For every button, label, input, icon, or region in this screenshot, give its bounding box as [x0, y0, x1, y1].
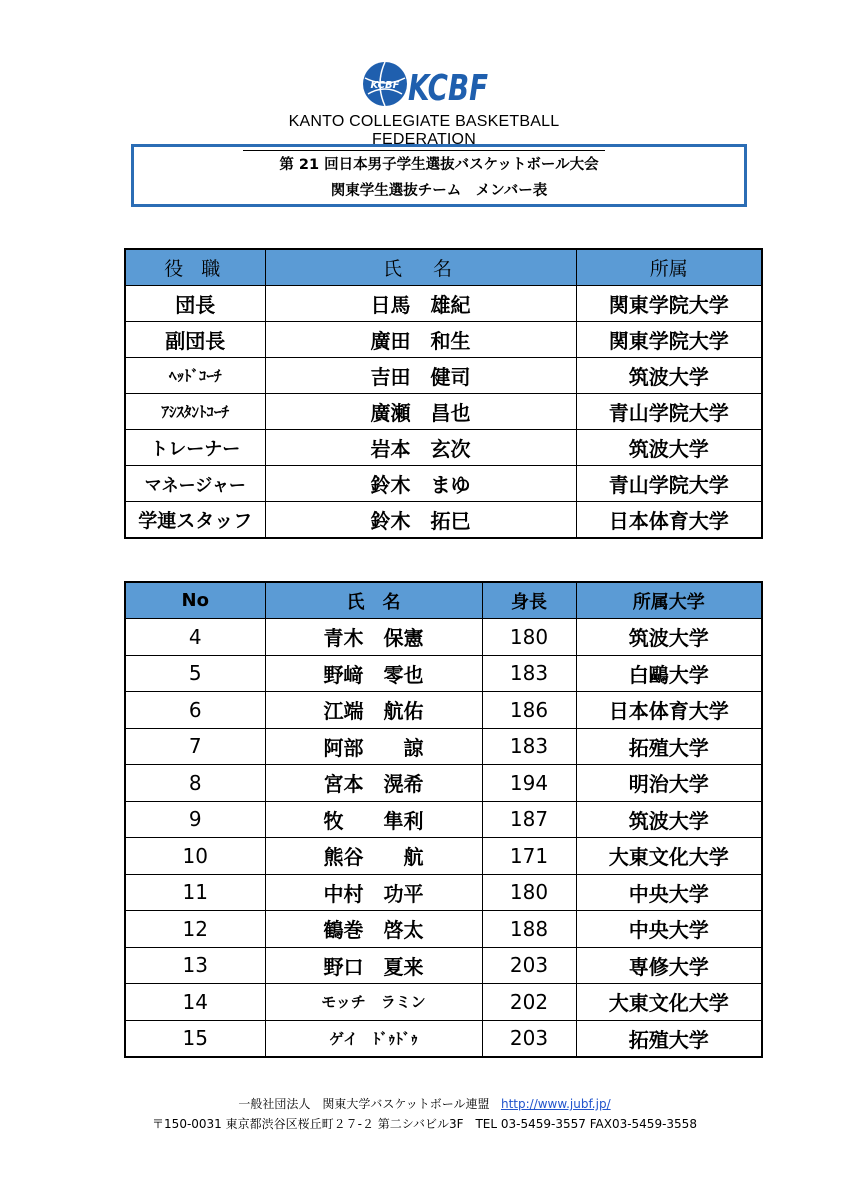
staff-header-role: 役 職 [125, 249, 265, 286]
player-university: 筑波大学 [576, 619, 762, 656]
player-name: モッチ ラミン [265, 984, 482, 1021]
player-no: 6 [125, 692, 265, 729]
player-header-university: 所属大学 [576, 582, 762, 619]
staff-table [124, 248, 763, 539]
event-title: 第 21 回日本男子学生選抜バスケットボール大会 [279, 157, 599, 173]
staff-name: 鈴木 まゆ [265, 466, 576, 502]
staff-row [125, 322, 762, 358]
player-no: 13 [125, 947, 265, 984]
staff-row [125, 466, 762, 502]
player-row [125, 984, 762, 1021]
player-no: 5 [125, 655, 265, 692]
player-name: 牧 隼利 [265, 801, 482, 838]
player-row [125, 619, 762, 656]
player-university: 明治大学 [576, 765, 762, 802]
player-table [124, 581, 763, 1058]
staff-role: ﾍｯﾄﾞｺｰﾁ [125, 358, 265, 394]
player-height: 188 [482, 911, 576, 948]
staff-name: 吉田 健司 [265, 358, 576, 394]
player-name: 野﨑 零也 [265, 655, 482, 692]
staff-name: 廣瀬 昌也 [265, 394, 576, 430]
player-no: 11 [125, 874, 265, 911]
staff-role: 学連スタッフ [125, 502, 265, 539]
player-no: 8 [125, 765, 265, 802]
player-header-no: No [125, 582, 265, 619]
staff-name: 岩本 玄次 [265, 430, 576, 466]
staff-role: マネージャー [125, 466, 265, 502]
player-height: 202 [482, 984, 576, 1021]
footer-org-line [0, 1095, 849, 1112]
player-height: 194 [482, 765, 576, 802]
player-university: 中央大学 [576, 874, 762, 911]
footer-url-link[interactable]: http://www.jubf.jp/ [500, 1097, 611, 1111]
player-university: 日本体育大学 [576, 692, 762, 729]
player-university: 大東文化大学 [576, 984, 762, 1021]
player-no: 10 [125, 838, 265, 875]
player-row [125, 692, 762, 729]
staff-role: 副団長 [125, 322, 265, 358]
player-row [125, 765, 762, 802]
player-university: 筑波大学 [576, 801, 762, 838]
player-no: 15 [125, 1020, 265, 1057]
player-name: ゲイ ﾄﾞｩﾄﾞｩ [265, 1020, 482, 1057]
player-no: 7 [125, 728, 265, 765]
staff-name: 鈴木 拓巳 [265, 502, 576, 539]
staff-row [125, 430, 762, 466]
player-row [125, 1020, 762, 1057]
team-title: 関東学生選抜チーム メンバー表 [330, 183, 548, 199]
player-name: 阿部 諒 [265, 728, 482, 765]
staff-row [125, 394, 762, 430]
player-name: 青木 保憲 [265, 619, 482, 656]
player-no: 9 [125, 801, 265, 838]
player-no: 12 [125, 911, 265, 948]
staff-affiliation: 関東学院大学 [576, 286, 762, 322]
footer-org: 一般社団法人 関東大学バスケットボール連盟 [238, 1097, 490, 1111]
player-row [125, 911, 762, 948]
player-no: 4 [125, 619, 265, 656]
player-height: 183 [482, 728, 576, 765]
staff-name: 廣田 和生 [265, 322, 576, 358]
logo-text: KCBF [408, 68, 489, 109]
federation-name: KANTO COLLEGIATE BASKETBALL FEDERATION [243, 113, 605, 151]
player-university: 大東文化大学 [576, 838, 762, 875]
player-university: 中央大学 [576, 911, 762, 948]
player-height: 203 [482, 1020, 576, 1057]
player-no: 14 [125, 984, 265, 1021]
player-header-height: 身長 [482, 582, 576, 619]
staff-affiliation: 筑波大学 [576, 358, 762, 394]
player-name: 宮本 滉希 [265, 765, 482, 802]
title-box [131, 144, 747, 207]
player-header-row [125, 582, 762, 619]
player-row [125, 728, 762, 765]
player-row [125, 801, 762, 838]
player-name: 熊谷 航 [265, 838, 482, 875]
staff-row [125, 286, 762, 322]
kcbf-logo [360, 58, 490, 110]
player-university: 拓殖大学 [576, 1020, 762, 1057]
player-height: 186 [482, 692, 576, 729]
staff-role: トレーナー [125, 430, 265, 466]
player-height: 183 [482, 655, 576, 692]
player-height: 203 [482, 947, 576, 984]
staff-row [125, 502, 762, 539]
staff-row [125, 358, 762, 394]
player-name: 中村 功平 [265, 874, 482, 911]
player-university: 拓殖大学 [576, 728, 762, 765]
staff-affiliation: 関東学院大学 [576, 322, 762, 358]
staff-header-name: 氏 名 [265, 249, 576, 286]
player-row [125, 874, 762, 911]
staff-affiliation: 青山学院大学 [576, 466, 762, 502]
player-row [125, 838, 762, 875]
player-header-name: 氏 名 [265, 582, 482, 619]
player-name: 野口 夏来 [265, 947, 482, 984]
player-row [125, 655, 762, 692]
player-name: 鶴巻 啓太 [265, 911, 482, 948]
staff-affiliation: 筑波大学 [576, 430, 762, 466]
player-height: 171 [482, 838, 576, 875]
player-name: 江端 航佑 [265, 692, 482, 729]
player-university: 専修大学 [576, 947, 762, 984]
staff-header-affiliation: 所属 [576, 249, 762, 286]
player-row [125, 947, 762, 984]
player-height: 180 [482, 619, 576, 656]
staff-affiliation: 青山学院大学 [576, 394, 762, 430]
player-height: 180 [482, 874, 576, 911]
footer-address: 〒150-0031 東京都渋谷区桜丘町２７-２ 第二シバビル3F TEL 03-5459-3557 FAX03-5459-3558 [152, 1117, 697, 1131]
staff-role: 団長 [125, 286, 265, 322]
logo-ball-text: KCBF [370, 80, 400, 91]
player-height: 187 [482, 801, 576, 838]
staff-affiliation: 日本体育大学 [576, 502, 762, 539]
staff-role: ｱｼｽﾀﾝﾄｺｰﾁ [125, 394, 265, 430]
staff-header-row [125, 249, 762, 286]
player-university: 白鷗大学 [576, 655, 762, 692]
staff-name: 日馬 雄紀 [265, 286, 576, 322]
